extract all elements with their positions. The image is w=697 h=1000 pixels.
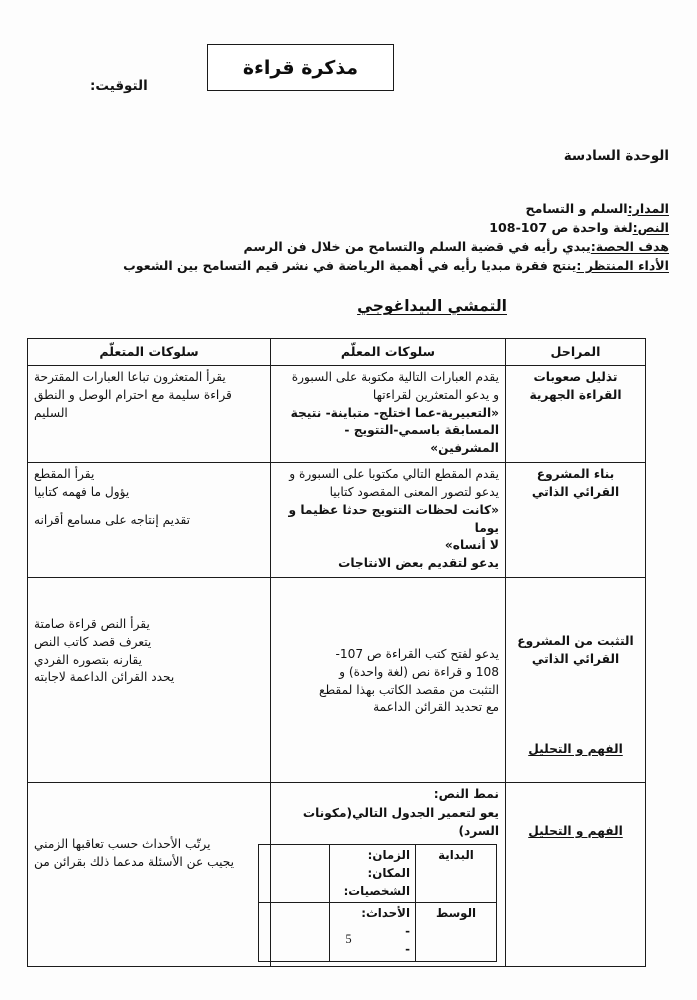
stage-cell-2 (506, 463, 646, 578)
learner-line: السليم (34, 405, 68, 420)
meta-row-nass (199, 219, 669, 237)
table-row (28, 366, 646, 463)
learner-line: يجيب عن الأسئلة مدعما ذلك بقرائن من (34, 854, 235, 869)
narrative-instruction: يعو لتعمير الجدول التالي(مكونات السرد) (302, 805, 499, 838)
table-row (28, 577, 646, 782)
meta-value-madar: السلم و التسامح (525, 201, 628, 216)
teacher-line: مع تحديد القرائن الداعمة (373, 700, 499, 715)
unit-label: الوحدة السادسة (563, 148, 669, 164)
stage-line: الفهم و التحليل (528, 741, 623, 756)
learner-line: يقرأ المتعثرون تباعا العبارات المقترحة (34, 370, 226, 384)
meta-label-objective: هدف الحصة: (590, 238, 669, 254)
stage-line: التثبت من المشروع (517, 633, 634, 648)
narrative-field: الأحداث: (361, 906, 410, 921)
stage-line: الفهم و التحليل (528, 823, 623, 838)
learner-cell-3 (28, 577, 271, 782)
teacher-line-quote: «كانت لحظات التتويج حدثا عظيما و يوما (288, 502, 499, 535)
column-header-teacher-behaviors: سلوكات المعلّم (271, 339, 506, 366)
text-type-label: نمط النص: (433, 786, 499, 801)
spacer (512, 669, 639, 741)
stage-line: تذليل صعوبات (533, 370, 618, 384)
stage-cell-1 (506, 366, 646, 463)
teacher-line: يدعو لفتح كتب القراءة ص 107- (335, 646, 499, 661)
learner-line: يرتّب الأحداث حسب تعاقبها الزمني (34, 836, 211, 851)
learner-line: يتعرف قصد كاتب النص (34, 634, 152, 649)
meta-row-objective (199, 238, 669, 256)
meta-row-expected (123, 257, 669, 275)
teacher-cell-1 (271, 366, 506, 463)
learner-line: يؤول ما فهمه كتابيا (34, 484, 130, 499)
teacher-line: يقدم المقطع التالي مكتوبا على السبورة و (289, 467, 499, 482)
spacer (34, 502, 264, 512)
teacher-line: يدعو لتقديم بعض الانتاجات (338, 556, 499, 571)
learner-cell-1 (28, 366, 271, 463)
narrative-field: المكان: (367, 866, 410, 881)
teacher-line-quote: «التعبيرية-عما اختلج- متباينة- نتيجة (290, 405, 499, 420)
column-header-stages: المراحل (506, 339, 646, 366)
narrative-fields-beginning (330, 845, 416, 903)
learner-line: يقارنه بتصوره الفردي (34, 652, 142, 667)
learner-line: قراءة سليمة مع احترام الوصل و النطق (34, 387, 232, 402)
learner-line: يحدد القرائن الداعمة لاجابته (34, 670, 175, 685)
page-number: 5 (345, 932, 352, 946)
meta-row-madar (199, 200, 669, 218)
meta-label-madar: المدار: (627, 201, 669, 216)
teacher-line: و يدعو المتعثرين لقراءتها (372, 387, 499, 402)
learner-line: يقرأ المقطع (34, 467, 95, 482)
stage-line: القرائي الذاتي (531, 651, 620, 666)
stage-line: بناء المشروع (536, 467, 615, 482)
stage-line: القرائي الذاتي (531, 484, 620, 499)
document-title-box (207, 44, 394, 91)
pedagogical-table (27, 338, 646, 967)
teacher-line: يدعو لتصور المعنى المقصود كتابيا (329, 484, 499, 499)
meta-value-expected: ينتج فقرة مبديا رأيه في أهمية الرياضة في نشر قيم التسامح بين الشعوب (123, 257, 577, 273)
learner-line: تقديم إنتاجه على مسامع أقرانه (34, 512, 191, 527)
teacher-line-quote: المسابقة باسمي-التتويج - المشرفين» (344, 423, 499, 456)
teacher-line: 108 و قراءة نص (لغة واحدة) و (339, 664, 499, 679)
narrative-field: الزمان: (367, 848, 410, 863)
table-header-row (28, 339, 646, 366)
meta-value-nass: لغة واحدة ص 107-108 (489, 219, 633, 235)
meta-value-objective: يبدي رأيه في قضية السلم والتسامح من خلال فن الرسم (243, 238, 591, 254)
narrative-part-middle: الوسط (416, 903, 497, 961)
teacher-line-quote: لا أنساه» (444, 538, 499, 553)
narrative-part-beginning: البداية (416, 845, 497, 903)
narrative-dash: - (405, 941, 410, 956)
stage-line: القراءة الجهرية (529, 387, 622, 402)
narrative-field: الشخصيات: (343, 883, 410, 898)
column-header-learner-behaviors: سلوكات المتعلّم (28, 339, 271, 366)
narrative-row-beginning (259, 845, 497, 903)
stage-cell-3 (506, 577, 646, 782)
lesson-metadata (123, 200, 669, 276)
teacher-line: يقدم العبارات التالية مكتوبة على السبورة (291, 370, 499, 384)
teacher-cell-3 (271, 577, 506, 782)
learner-cell-2 (28, 463, 271, 578)
narrative-dash: - (405, 924, 410, 939)
teacher-line: التثبت من مقصد الكاتب بهذا لمقطع (318, 682, 499, 697)
meta-label-nass: النص: (632, 219, 669, 235)
timing-label: التوقيت: (90, 78, 148, 94)
learner-line: يقرأ النص قراءة صامتة (34, 616, 150, 631)
meta-label-expected: الأداء المنتظر : (576, 257, 669, 273)
teacher-cell-2 (271, 463, 506, 578)
section-heading-pedagogical-approach: التمشي البيداغوجي (357, 297, 507, 315)
page-title: مذكرة قراءة (242, 56, 359, 79)
table-row (28, 463, 646, 578)
